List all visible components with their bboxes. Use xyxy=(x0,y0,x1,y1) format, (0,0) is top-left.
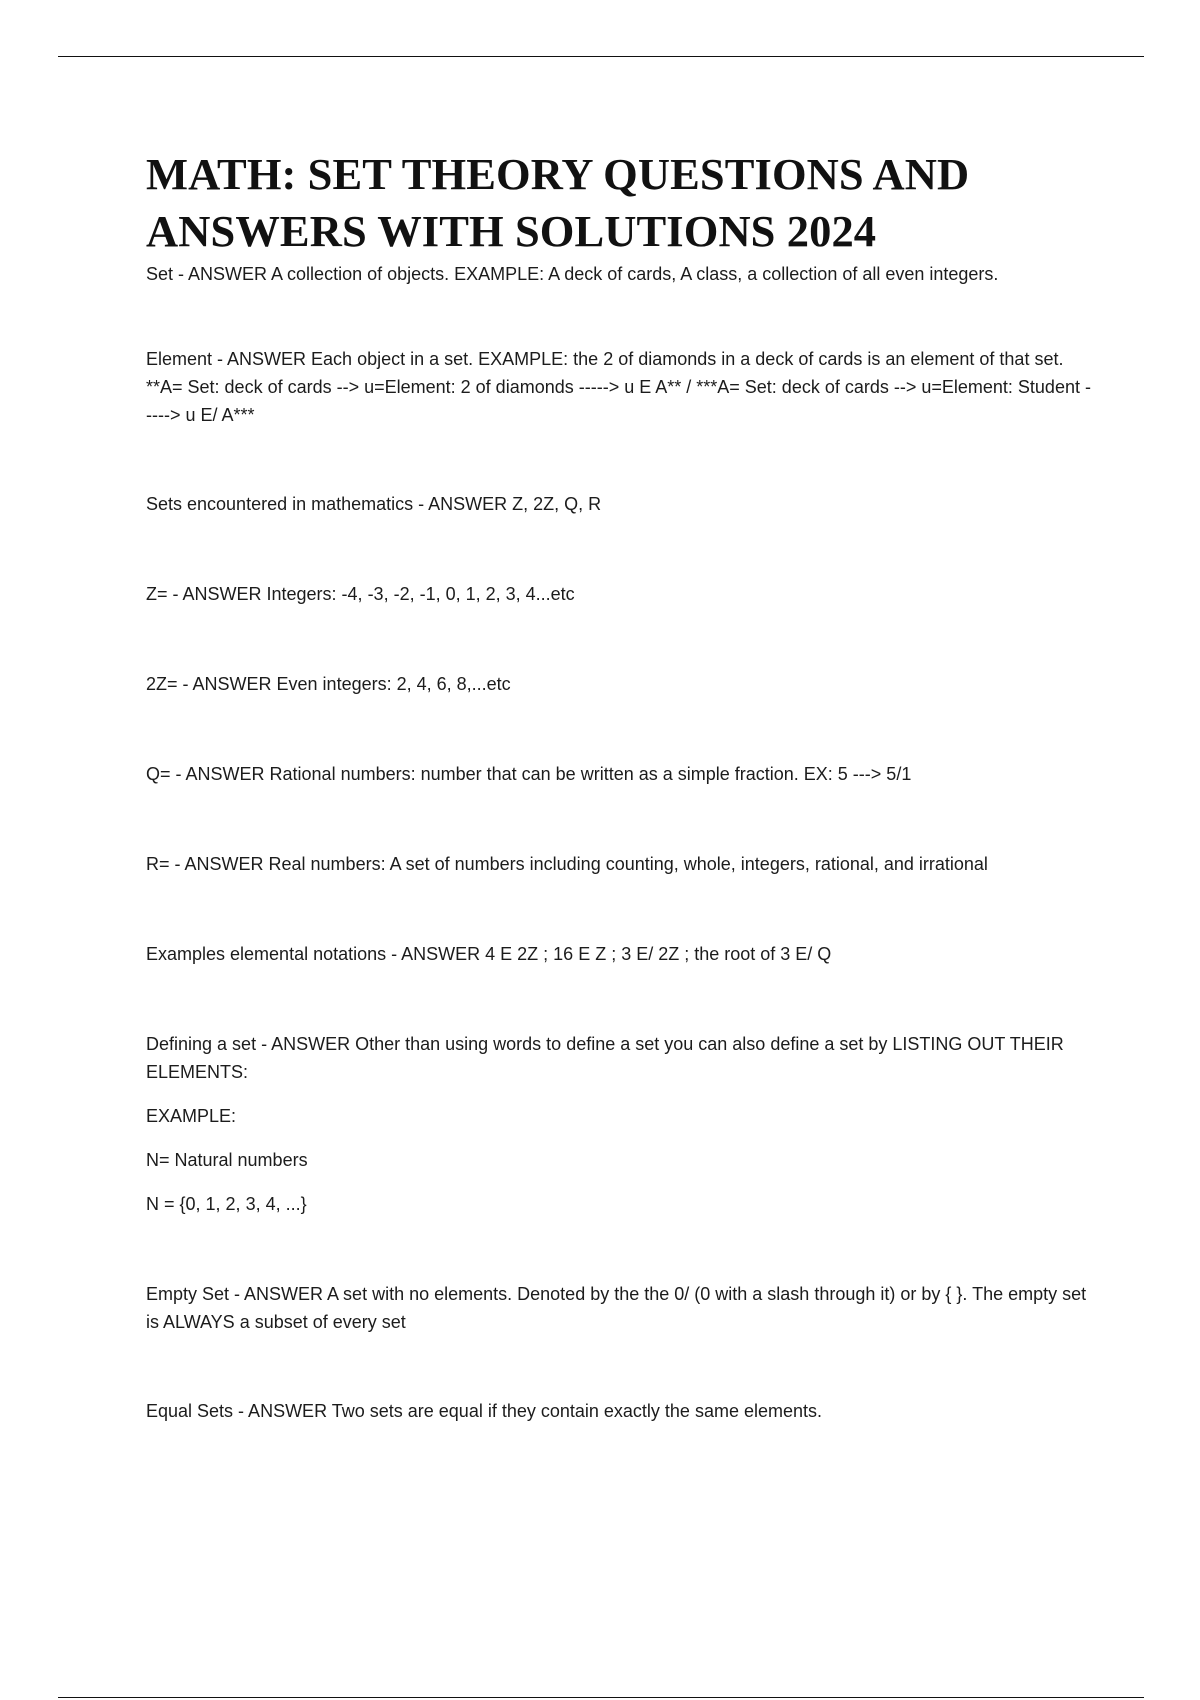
top-rule xyxy=(58,56,1144,57)
entry-text: Set - ANSWER A collection of objects. EXAMPLE: A deck of cards, A class, a collection of all even integers. xyxy=(146,264,999,284)
entry-text: 2Z= - ANSWER Even integers: 2, 4, 6, 8,...etc xyxy=(146,674,511,694)
qa-entry-elemental-notations xyxy=(146,940,1096,968)
entry-text: Equal Sets - ANSWER Two sets are equal if they contain exactly the same elements. xyxy=(146,1401,822,1421)
entry-text: Element - ANSWER Each object in a set. EXAMPLE: the 2 of diamonds in a deck of cards is an element of that set. **A= Set: deck of cards --> u=Element: 2 of diamonds -----> u E A** / ***A= Set: deck of cards --> u=Element: Student -----> u E/ A*** xyxy=(146,349,1091,425)
qa-entry-sets-encountered xyxy=(146,490,1096,518)
entry-text: Empty Set - ANSWER A set with no elements. Denoted by the the 0/ (0 with a slash through it) or by { }. The empty set is ALWAYS a subset of every set xyxy=(146,1284,1087,1332)
document-title xyxy=(146,146,1096,260)
entry-text: Defining a set - ANSWER Other than using words to define a set you can also define a set by LISTING OUT THEIR ELEMENTS: xyxy=(146,1034,1064,1082)
qa-entry-set xyxy=(146,260,1096,288)
entry-text: Examples elemental notations - ANSWER 4 E 2Z ; 16 E Z ; 3 E/ 2Z ; the root of 3 E/ Q xyxy=(146,944,832,964)
qa-entry-equal-sets xyxy=(146,1397,1096,1425)
entry-text: R= - ANSWER Real numbers: A set of numbers including counting, whole, integers, rational, and irrational xyxy=(146,854,988,874)
bottom-rule xyxy=(58,1697,1144,1698)
entry-subline: N= Natural numbers xyxy=(146,1150,308,1170)
qa-entry-element xyxy=(146,345,1096,429)
entry-text: Q= - ANSWER Rational numbers: number that can be written as a simple fraction. EX: 5 ---> 5/1 xyxy=(146,764,912,784)
qa-entry-z xyxy=(146,580,1096,608)
entry-subline: N = {0, 1, 2, 3, 4, ...} xyxy=(146,1194,307,1214)
document-body xyxy=(146,146,1096,1425)
qa-entry-q xyxy=(146,760,1096,788)
title-line-1: MATH: SET THEORY QUESTIONS AND xyxy=(146,149,970,199)
title-line-2: ANSWERS WITH SOLUTIONS 2024 xyxy=(146,206,877,256)
qa-entry-2z xyxy=(146,670,1096,698)
entry-text: Z= - ANSWER Integers: -4, -3, -2, -1, 0, 1, 2, 3, 4...etc xyxy=(146,584,575,604)
qa-entry-r xyxy=(146,850,1096,878)
entry-text: Sets encountered in mathematics - ANSWER Z, 2Z, Q, R xyxy=(146,494,602,514)
qa-entry-defining-set xyxy=(146,1030,1096,1218)
entry-subline: EXAMPLE: xyxy=(146,1106,237,1126)
qa-entry-empty-set xyxy=(146,1280,1096,1336)
